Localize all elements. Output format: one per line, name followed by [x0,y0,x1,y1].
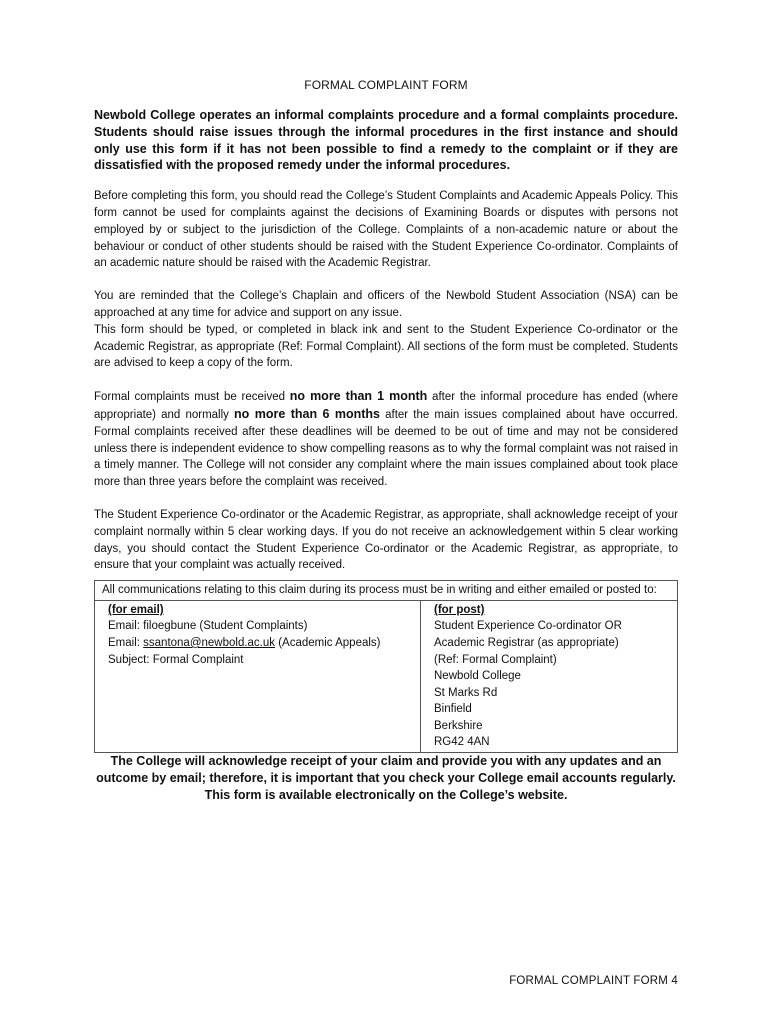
email-column-title: (for email) [108,603,164,616]
deadline-bold-1: no more than 1 month [289,389,428,404]
email-subject-line: Subject: Formal Complaint [108,653,244,666]
submission-paragraph: This form should be typed, or completed in black ink and sent to the Student Experience Co-ordinator or the Academic Registrar, as appropriate (Ref: Formal Complaint). All sections of the form must be completed. Students are advised to keep a copy of the form. [94,323,678,370]
email-appeals-line [108,635,412,652]
deadline-text-2: after the informal procedure has ended (where appropriate) and normally [94,391,678,421]
chaplain-paragraph: You are reminded that the College’s Chaplain and officers of the Newbold Student Association (NSA) can be approached at any time for advice and support on any issue. [94,290,678,319]
post-address-line: St Marks Rd [434,686,498,699]
policy-paragraph: Before completing this form, you should read the College’s Student Complaints and Academic Appeals Policy. This form cannot be used for complaints against the decisions of Examining Boards or disputes with persons not employed by or subject to the jurisdiction of the College. Complaints of a non-academic nature or about the behaviour or conduct of other students should be raised with the Student Experience Co-ordinator. Complaints of an academic nature should be raised with the Academic Registrar. [94,190,678,270]
closing-note: The College will acknowledge receipt of your claim and provide you with any updates and an outcome by email; therefore, it is important that you check your College email accounts regularly. This form is available electronically on the College’s website. [96,754,676,803]
page-footer: FORMAL COMPLAINT FORM 4 [509,975,678,987]
email-complaints-line: Email: filoegbune (Student Complaints) [108,620,308,633]
deadline-text-3: after the main issues complained about have occurred. Formal complaints received after these deadlines will be deemed to be out of time and may not be considered unless there is independent evidence to show compelling reasons as to why the formal complaint was not raised in a timely manner. The College will not consider any complaint where the main issues complained about took place more than three years before the complaint was received. [94,408,678,489]
email-appeals-link[interactable]: ssantona@newbold.ac.uk [143,636,276,649]
post-address-line: Academic Registrar (as appropriate) [434,636,619,649]
post-address-line: (Ref: Formal Complaint) [434,653,557,666]
intro-paragraph: Newbold College operates an informal complaints procedure and a formal complaints procedure. Students should raise issues through the informal procedures in the first instance and should only use this form if it has not been possible to find a remedy to the complaint or if they are dissatisfied with the proposed remedy under the informal procedures. [94,108,678,173]
post-address-line: Berkshire [434,719,483,732]
email-column [95,600,421,752]
page-title: FORMAL COMPLAINT FORM [304,78,468,92]
post-address-line: Newbold College [434,670,521,683]
post-column-title: (for post) [434,603,485,616]
email-appeals-prefix: Email: [108,636,144,649]
deadline-text-1: Formal complaints must be received [94,391,290,404]
deadline-paragraph [94,388,678,491]
acknowledgement-paragraph: The Student Experience Co-ordinator or the Academic Registrar, as appropriate, shall acknowledge receipt of your complaint normally within 5 clear working days. If you do not receive an acknowledgement within 5 clear working days, you should contact the Student Experience Co-ordinator or the Academic Registrar, as appropriate, to ensure that your complaint was actually received. [94,508,678,572]
post-column [421,600,678,752]
post-address-line: RG42 4AN [434,736,490,749]
document-page [94,78,678,804]
contact-table-header: All communications relating to this claim during its process must be in writing and either emailed or posted to: [95,581,678,601]
email-appeals-suffix: (Academic Appeals) [275,636,381,649]
contact-table [94,580,678,753]
deadline-bold-2: no more than 6 months [234,406,380,421]
post-address-line: Binfield [434,703,472,716]
post-address-line: Student Experience Co-ordinator OR [434,620,622,633]
